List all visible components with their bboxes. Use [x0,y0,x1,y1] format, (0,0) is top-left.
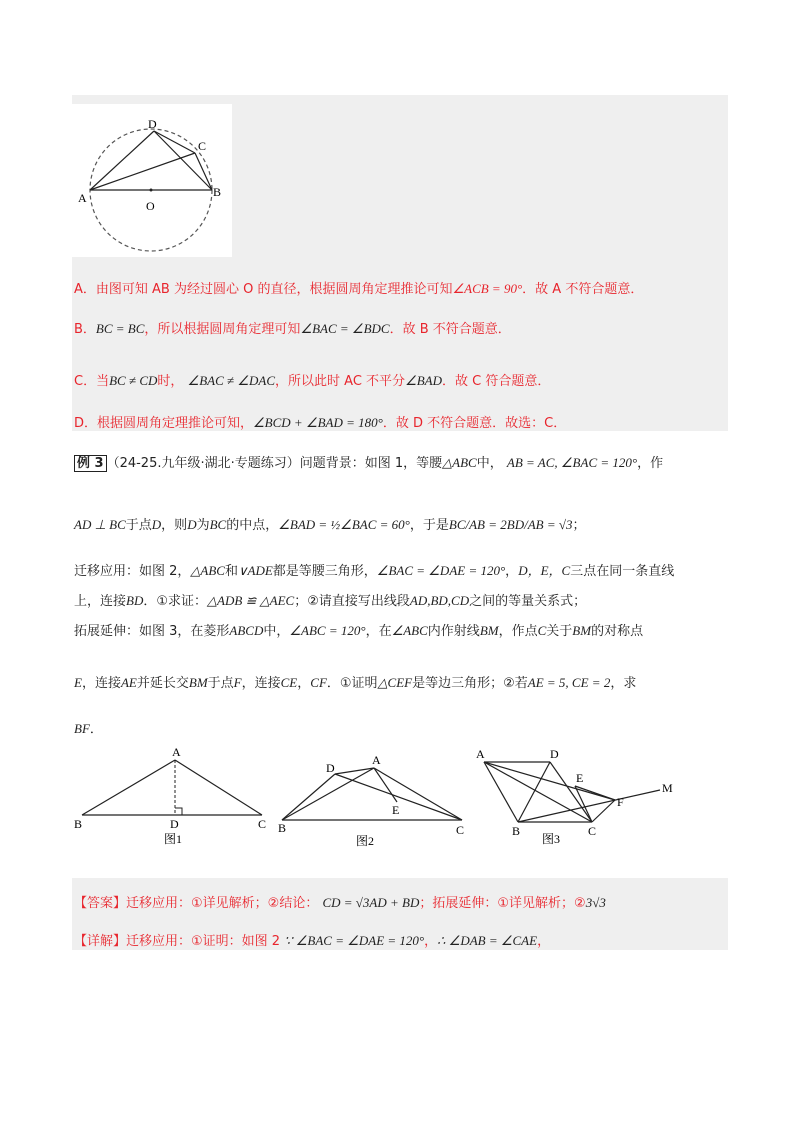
example-line-4: 上，连接BD．①求证：△ADB ≌ △AEC；②请直接写出线段AD,BD,CD之间的等量关系式； [74,593,587,609]
fig1-label-D: D [170,817,179,831]
label-A: A [78,191,87,205]
fig1-caption: 图1 [164,832,183,846]
example-figures [72,742,728,852]
label-C: C [198,139,207,153]
label-B: B [213,185,222,199]
example-line-2: AD ⊥ BC于点D，则D为BC的中点，∠BAD = ½∠BAC = 60°，于是BC/AB = 2BD/AB = √3； [74,517,586,533]
figure-1 [74,745,266,846]
fig3-label-A: A [476,747,485,761]
fig1-label-A: A [172,745,181,759]
fig2-label-A: A [372,753,381,767]
fig2-label-B: B [278,821,287,835]
detail-line: 【详解】迁移应用：①证明：如图 2 ∵ ∠BAC = ∠DAE = 120°，∴ ∠DAB = ∠CAE， [74,933,551,949]
fig3-label-D: D [550,747,559,761]
detail-tag: 【详解】 [74,934,127,949]
answer-tag: 【答案】 [74,896,127,911]
example-line-6: E，连接AE并延长交BM于点F，连接CE，CF．①证明△CEF是等边三角形；②若AE = 5, CE = 2，求 [74,675,637,691]
fig2-label-E: E [392,803,400,817]
example-line-1: 例 3 （24-25.九年级·湖北·专题练习）问题背景：如图 1，等腰△ABC中， AB = AC, ∠BAC = 120°，作 [74,452,663,471]
example-line-5: 拓展延伸：如图 3，在菱形ABCD中，∠ABC = 120°，在∠ABC内作射线BM，作点C关于BM的对称点 [74,623,644,639]
figure-2 [278,753,464,848]
example-line-7: BF． [74,721,103,737]
fig3-label-C: C [588,824,597,838]
example-tag: 例 3 [74,455,107,472]
fig3-label-E: E [576,771,584,785]
fig3-label-M: M [662,781,673,795]
label-O: O [146,199,155,213]
circle-diagram [72,104,232,257]
fig3-label-F: F [617,795,624,809]
fig1-label-C: C [258,817,267,831]
solution-d: D．根据圆周角定理推论可知，∠BCD + ∠BAD = 180°．故 D 不符合题意．故选：C． [74,415,567,431]
solution-c: C．当BC ≠ CD时， ∠BAC ≠ ∠DAC，所以此时 AC 不平分∠BAD．故 C 符合题意． [74,373,551,389]
fig1-label-B: B [74,817,83,831]
example-line-3: 迁移应用：如图 2，△ABC和∨ADE都是等腰三角形，∠BAC = ∠DAE = 120°，D，E，C三点在同一条直线 [74,563,675,579]
solution-a: A．由图可知 AB 为经过圆心 O 的直径，根据圆周角定理推论可知∠ACB = 90°．故 A 不符合题意． [74,281,644,297]
fig3-label-B: B [512,824,521,838]
figure-3 [476,747,673,846]
fig2-caption: 图2 [356,834,375,848]
fig2-label-C: C [456,823,465,837]
label-D: D [148,117,157,131]
solution-b: B．BC = BC，所以根据圆周角定理可知∠BAC = ∠BDC．故 B 不符合题意． [74,321,511,337]
circle-figure [72,104,232,257]
fig2-label-D: D [326,761,335,775]
answer-line: 【答案】迁移应用：①详见解析；②结论： CD = √3AD + BD；拓展延伸：①详见解析；②3√3 [74,895,606,911]
fig3-caption: 图3 [542,832,561,846]
